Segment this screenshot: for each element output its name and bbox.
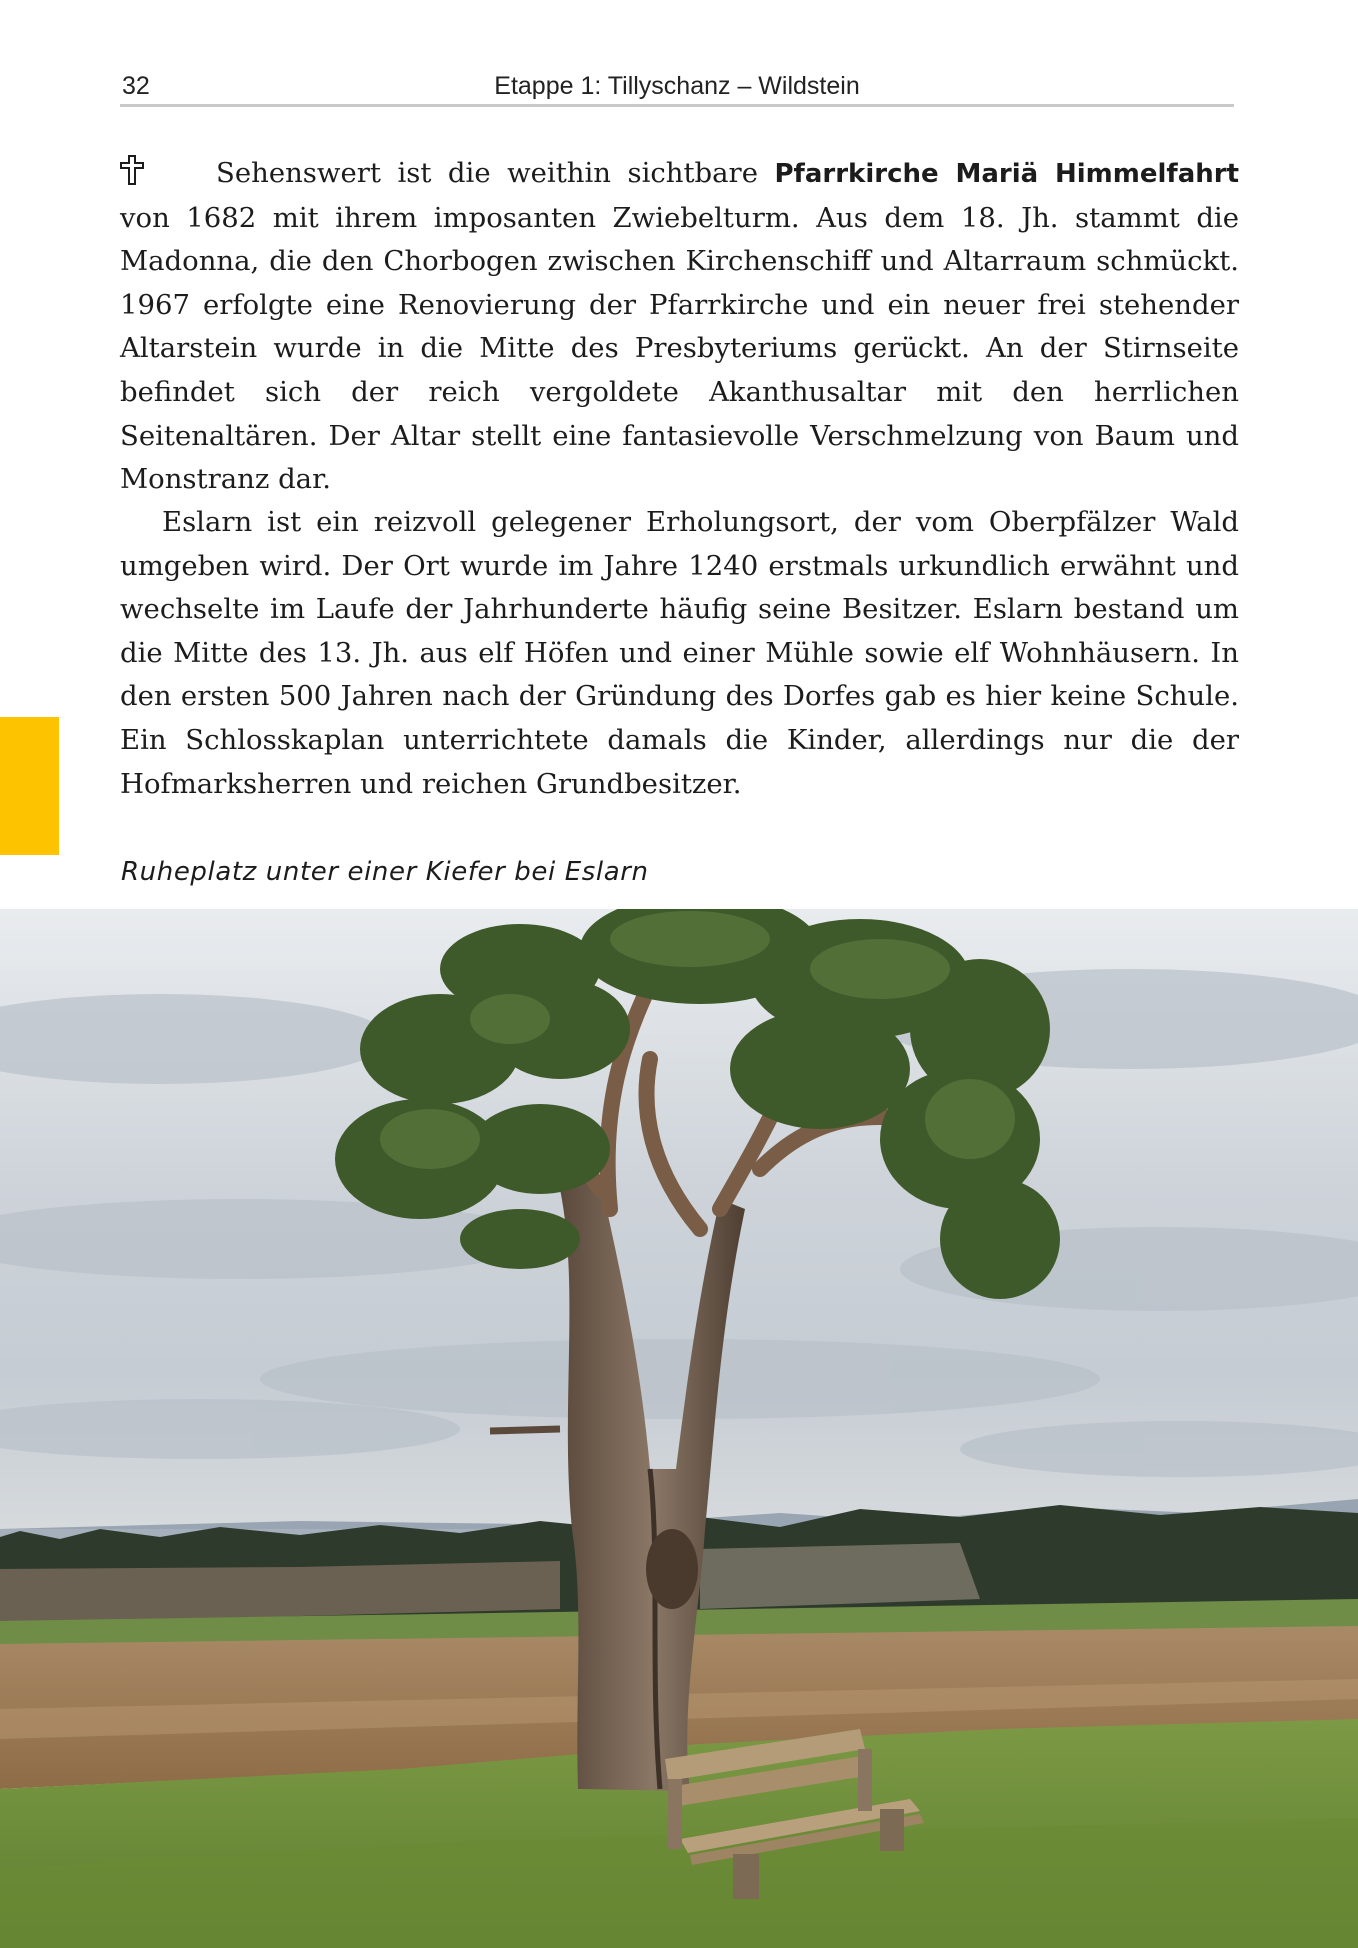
photo-caption: Ruheplatz unter einer Kiefer bei Eslarn [121, 857, 649, 887]
latin-cross-icon [120, 155, 144, 185]
chapter-tab-marker [0, 717, 59, 855]
page-number: 32 [122, 72, 150, 100]
paragraph-eslarn: Eslarn ist ein reizvoll gelegener Erholungsort, der vom Oberpfälzer Wald umgeben wird. Der Ort wurde im Jahre 1240 erstmals urkundlich erwähnt und wechselte im Laufe der Jahrhunderte häufig seine Besitzer. Eslarn bestand um die Mitte des 13. Jh. aus elf Höfen und einer Mühle sowie elf Wohnhäusern. In den ersten 500 Jahren nach der Gründung des Dorfes gab es hier keine Schule. Ein Schlosskaplan unterrichtete damals die Kinder, allerdings nur die der Hofmarksherren und reichen Grundbesitzer. [120, 506, 1239, 800]
running-header [120, 68, 1234, 107]
paragraph-church [120, 152, 1239, 502]
church-name: Pfarrkirche Mariä Himmelfahrt [774, 159, 1239, 189]
photo-pine-tree-bench [0, 909, 1358, 1948]
paragraph-church-rest: von 1682 mit ihrem imposanten Zwiebelturm. Aus dem 18. Jh. stammt die Madonna, die den Chorbogen zwischen Kirchenschiff und Altarraum schmückt. 1967 erfolgte eine Renovierung der Pfarrkirche und ein neuer frei stehender Altarstein wurde in die Mitte des Presbyteriums gerückt. An der Stirnseite befindet sich der reich vergoldete Akanthusaltar mit den herrlichen Seitenaltären. Der Altar stellt eine fantasievolle Verschmelzung von Baum und Monstranz dar. [120, 201, 1239, 496]
running-title: Etappe 1: Tillyschanz – Wildstein [494, 72, 860, 100]
paragraph-church-lead: Sehenswert ist die weithin sichtbare [216, 157, 775, 189]
